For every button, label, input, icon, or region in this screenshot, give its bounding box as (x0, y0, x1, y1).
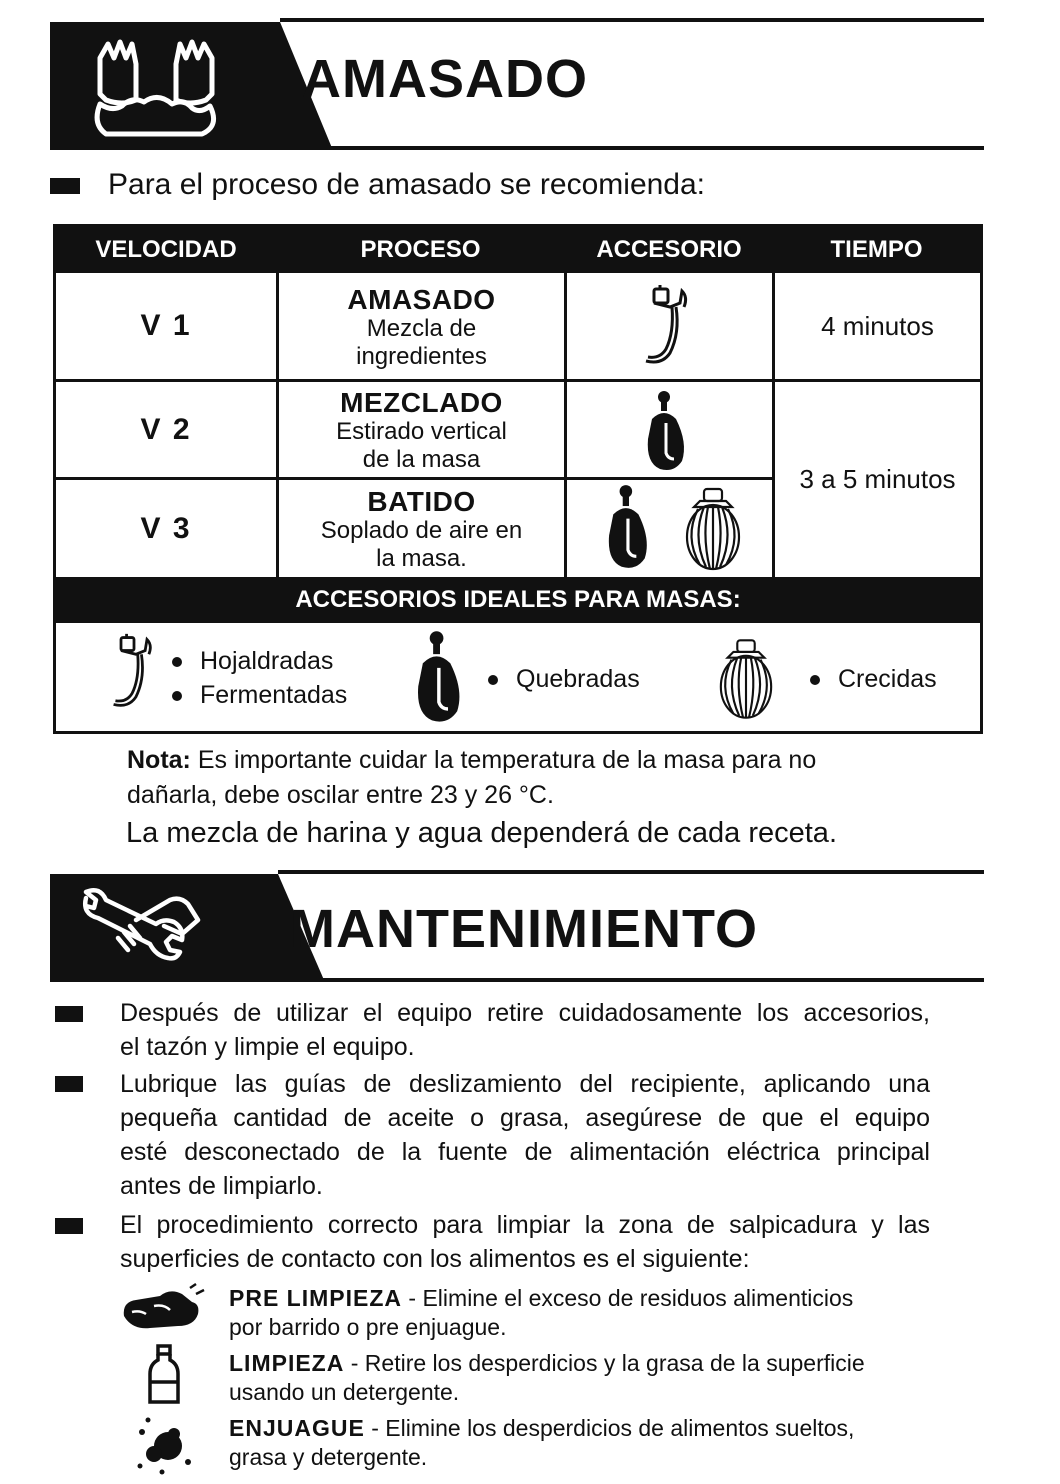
bullet-dot (488, 675, 498, 685)
step-key: LIMPIEZA (229, 1350, 345, 1376)
table-time-1 (775, 273, 980, 379)
step-key: ENJUAGUE (229, 1415, 365, 1441)
th-velocidad: VELOCIDAD (56, 227, 276, 273)
ideal-label: Crecidas (838, 665, 937, 693)
speed-label: V 1 (140, 309, 192, 342)
amasado-intro: Para el proceso de amasado se recomienda: (108, 168, 706, 201)
ideal-label: Fermentadas (200, 681, 348, 709)
bullet-square (55, 1076, 83, 1092)
table-row-2-speed (56, 382, 276, 477)
step-desc: Elimine el exceso de residuos alimenticios (422, 1285, 854, 1311)
maint-line: Después de utilizar el equipo retire cuidadosamente los accesorios, (120, 999, 930, 1027)
maint-bullet-1 (120, 996, 930, 1064)
maint-line: antes de limpiarlo. (120, 1172, 323, 1200)
step-desc: usando un detergente. (229, 1379, 460, 1405)
bullet-dot (810, 675, 820, 685)
hook-icon (108, 631, 160, 711)
ideal-item-fermentadas (172, 681, 347, 710)
paddle-icon (602, 483, 656, 571)
step-pre-limpieza (229, 1284, 919, 1342)
process-desc: de la masa (362, 446, 481, 473)
amasado-header (50, 18, 984, 152)
ideal-item-hojaldradas (172, 647, 333, 676)
maint-line: pequeña cantidad de aceite o grasa, asegúrese de que el equipo (120, 1104, 930, 1132)
step-enjuague (229, 1414, 919, 1472)
process-title: AMASADO (347, 284, 496, 315)
maint-line: el tazón y limpie el equipo. (120, 1033, 415, 1061)
th-accesorio: ACCESORIO (565, 227, 773, 273)
process-desc: Soplado de aire en (320, 517, 523, 544)
time-label: 4 minutos (821, 310, 934, 341)
step-limpieza (229, 1349, 919, 1407)
amasado-title: AMASADO (302, 49, 588, 109)
bullet-square (55, 1006, 83, 1022)
speed-label: V 3 (140, 511, 192, 545)
speed-label: V 2 (140, 412, 192, 446)
maint-line: El procedimiento correcto para limpiar la zona de salpicadura y las (120, 1211, 930, 1239)
table-row-3-process (279, 483, 564, 577)
process-desc: la masa. (376, 545, 467, 572)
bullet-square (50, 178, 80, 194)
table-row-2-process (279, 385, 564, 477)
bullet-square (55, 1218, 83, 1234)
table-row-1-process (279, 277, 564, 379)
whisk-icon (716, 633, 776, 725)
maint-bullet-2 (120, 1067, 930, 1203)
process-title: BATIDO (367, 486, 476, 517)
mantenimiento-title: MANTENIMIENTO (290, 899, 758, 959)
paddle-icon (644, 389, 690, 473)
hands-kneading-icon (92, 34, 222, 140)
maint-bullet-3 (120, 1208, 930, 1276)
step-sep: - (402, 1285, 423, 1311)
process-title: MEZCLADO (340, 387, 503, 418)
table-row-1-speed (56, 273, 276, 379)
time-label: 3 a 5 minutos (799, 464, 956, 494)
step-desc: grasa y detergente. (229, 1444, 428, 1470)
grid-line (564, 273, 567, 577)
note-text (127, 743, 927, 813)
maint-line: superficies de contacto con los alimentos es el siguiente: (120, 1245, 750, 1273)
th-proceso: PROCESO (276, 227, 565, 273)
maint-line: esté desconectado de la fuente de alimentación eléctrica principal (120, 1138, 930, 1166)
wrench-hand-icon (80, 880, 202, 972)
rinse-drops-icon (132, 1412, 196, 1476)
hook-icon (640, 283, 696, 367)
process-desc: Mezcla de (366, 315, 477, 342)
step-sep: - (364, 1415, 386, 1441)
sweep-hand-icon (120, 1282, 206, 1334)
bullet-dot (172, 691, 182, 701)
step-sep: - (344, 1350, 365, 1376)
note-label: Nota: (127, 746, 191, 774)
amasado-table (53, 224, 983, 734)
process-desc: Estirado vertical (336, 418, 507, 445)
table-row-3-speed (56, 480, 276, 577)
note-recipe: La mezcla de harina y agua dependerá de cada receta. (126, 817, 837, 849)
step-desc: Retire los desperdicios y la grasa de la superficie (364, 1350, 865, 1376)
step-key: PRE LIMPIEZA (229, 1285, 403, 1311)
detergent-bottle-icon (146, 1344, 182, 1406)
ideal-item-quebradas (488, 665, 640, 694)
process-desc: ingredientes (356, 343, 487, 370)
whisk-icon (682, 485, 744, 573)
maint-line: Lubrique las guías de deslizamiento del recipiente, aplicando una (120, 1070, 930, 1098)
table-time-2 (775, 382, 980, 577)
th-tiempo: TIEMPO (773, 227, 980, 273)
note-line-2: dañarla, debe oscilar entre 23 y 26 °C. (127, 781, 554, 809)
paddle-icon (412, 629, 468, 725)
step-desc: Elimine los desperdicios de alimentos sueltos, (385, 1415, 855, 1441)
step-desc: por barrido o pre enjuague. (229, 1314, 507, 1340)
bullet-dot (172, 657, 182, 667)
mantenimiento-header (50, 870, 984, 984)
ideal-accessories-bar: ACCESORIOS IDEALES PARA MASAS: (56, 577, 980, 623)
ideal-item-crecidas (810, 665, 937, 694)
note-line-1: Es importante cuidar la temperatura de la masa para no (197, 746, 817, 774)
ideal-label: Hojaldradas (200, 647, 334, 675)
ideal-label: Quebradas (516, 665, 640, 693)
